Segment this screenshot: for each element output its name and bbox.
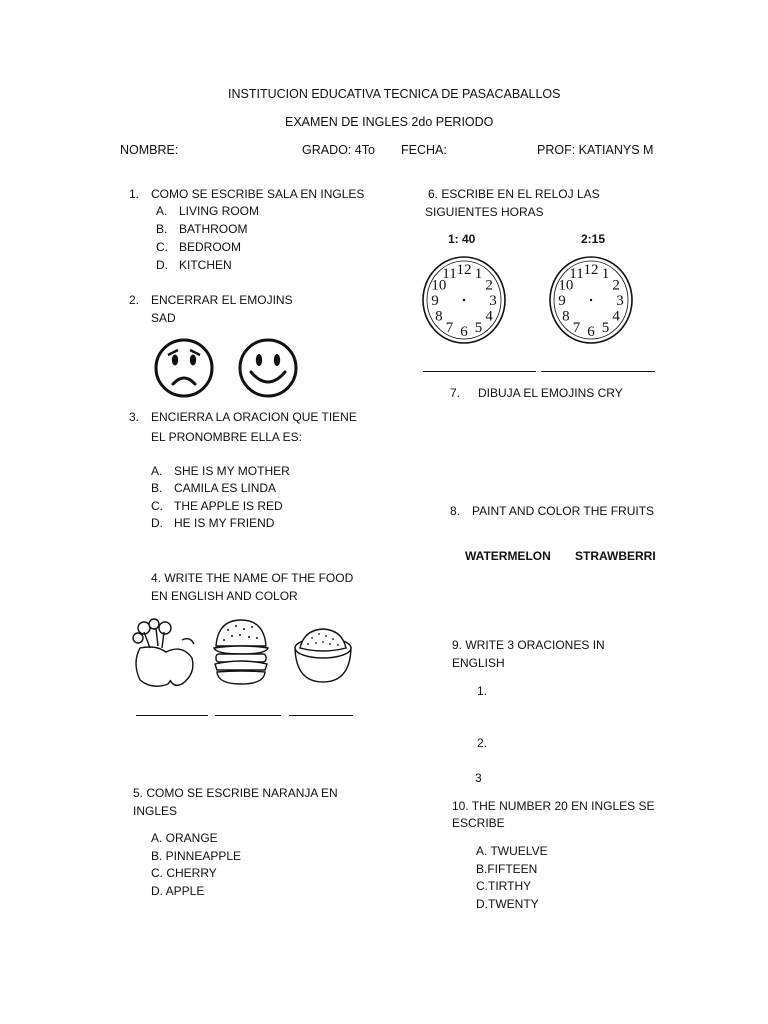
- q2-question: ENCERRAR EL EMOJINS: [151, 293, 293, 307]
- clock-numeral: 2: [485, 277, 493, 294]
- q1-option-text: BEDROOM: [179, 240, 242, 254]
- q7-number: 7.: [450, 386, 461, 400]
- q5-line1: 5. COMO SE ESCRIBE NARANJA EN: [133, 786, 338, 800]
- q3-option-text: SHE IS MY MOTHER: [174, 464, 290, 478]
- q1-question: COMO SE ESCRIBE SALA EN INGLES: [151, 187, 365, 201]
- q5-option: C. CHERRY: [151, 866, 217, 880]
- clock-numeral: 11: [569, 266, 584, 283]
- q8-fruit1: WATERMELON: [465, 549, 551, 563]
- q9-item: 3: [475, 771, 482, 785]
- clock-numeral: 12: [456, 262, 472, 278]
- q1-number: 1.: [129, 187, 140, 201]
- q3-question-line2: EL PRONOMBRE ELLA ES:: [151, 430, 302, 444]
- q4-answer-line[interactable]: [215, 715, 281, 716]
- q6-answer-line-2[interactable]: [541, 371, 655, 372]
- q3-question-line1: ENCIERRA LA ORACION QUE TIENE: [151, 410, 357, 424]
- q6-answer-line-1[interactable]: [423, 371, 536, 372]
- clock-numeral: 5: [474, 319, 483, 336]
- q8-number: 8.: [450, 504, 461, 518]
- clock-numeral: 9: [431, 293, 439, 309]
- q10-line2: ESCRIBE: [452, 816, 505, 830]
- grade-label: GRADO: 4To: [302, 143, 375, 157]
- q10-option: C.TIRTHY: [476, 879, 532, 893]
- institution-title: INSTITUCION EDUCATIVA TECNICA DE PASACABALLOS: [228, 87, 561, 101]
- clock-numeral: 3: [616, 293, 624, 309]
- clock-numeral: 6: [587, 324, 595, 340]
- q2-word: SAD: [151, 311, 176, 325]
- clock-numeral: 10: [558, 277, 574, 294]
- q10-line1: 10. THE NUMBER 20 EN INGLES SE: [452, 799, 655, 813]
- name-label: NOMBRE:: [120, 143, 179, 157]
- sad-face-icon[interactable]: [154, 338, 214, 398]
- clock-numeral: 9: [558, 293, 566, 309]
- clock-numeral: 6: [460, 324, 468, 340]
- q3-option-letter: B.: [151, 481, 163, 495]
- q1-option-text: KITCHEN: [179, 258, 232, 272]
- date-label: FECHA:: [401, 143, 447, 157]
- q6-time1: 1: 40: [448, 232, 476, 246]
- q10-option: A. TWUELVE: [476, 844, 548, 858]
- q4-line1: 4. WRITE THE NAME OF THE FOOD: [151, 571, 354, 585]
- q6-time2: 2:15: [581, 232, 606, 246]
- q5-option: B. PINNEAPPLE: [151, 849, 242, 863]
- teacher-label: PROF: KATIANYS M: [537, 143, 654, 157]
- happy-face-icon[interactable]: [238, 338, 298, 398]
- clock-numeral: 8: [562, 308, 570, 325]
- clock-numeral: 10: [431, 277, 447, 294]
- q8-fruit2: STRAWBERRI: [575, 549, 656, 563]
- q4-answer-line[interactable]: [136, 715, 208, 716]
- q3-number: 3.: [129, 410, 140, 424]
- q4-answer-line[interactable]: [289, 715, 353, 716]
- clock-numeral: 4: [485, 308, 493, 325]
- clock-face-2[interactable]: [548, 255, 634, 345]
- q6-line2: SIGUIENTES HORAS: [425, 205, 544, 219]
- q8-text: PAINT AND COLOR THE FRUITS: [472, 504, 655, 518]
- q1-option-letter: D.: [156, 258, 168, 272]
- q5-option: D. APPLE: [151, 884, 205, 898]
- q1-option-letter: B.: [156, 222, 168, 236]
- clock-numeral: 1: [474, 266, 483, 283]
- clock-face-1[interactable]: [421, 255, 507, 345]
- q3-option-letter: A.: [151, 464, 163, 478]
- q3-option-text: HE IS MY FRIEND: [174, 516, 275, 530]
- q3-option-text: THE APPLE IS RED: [174, 499, 283, 513]
- q10-option: B.FIFTEEN: [476, 862, 538, 876]
- q4-line2: EN ENGLISH AND COLOR: [151, 589, 298, 603]
- clock-numeral: 11: [442, 266, 457, 283]
- clock-numeral: 4: [612, 308, 620, 325]
- q9-line1: 9. WRITE 3 ORACIONES IN: [452, 638, 605, 652]
- q1-option-letter: A.: [156, 204, 168, 218]
- clock-numeral: 12: [583, 262, 599, 278]
- q3-option-letter: C.: [151, 499, 163, 513]
- clock-numeral: 1: [601, 266, 610, 283]
- q5-option: A. ORANGE: [151, 831, 218, 845]
- clock-numeral: 3: [489, 293, 497, 309]
- q1-option-text: LIVING ROOM: [179, 204, 260, 218]
- q10-option: D.TWENTY: [476, 897, 539, 911]
- clock-numeral: 7: [572, 319, 581, 336]
- clock-numeral: 2: [612, 277, 620, 294]
- q6-line1: 6. ESCRIBE EN EL RELOJ LAS: [428, 187, 600, 201]
- q9-item: 2.: [477, 736, 488, 750]
- q9-line2: ENGLISH: [452, 656, 505, 670]
- q1-option-letter: C.: [156, 240, 168, 254]
- clock-numeral: 5: [601, 319, 610, 336]
- q5-line2: INGLES: [133, 804, 178, 818]
- exam-title: EXAMEN DE INGLES 2do PERIODO: [285, 115, 494, 129]
- q9-item: 1.: [477, 684, 488, 698]
- hamburger-icon[interactable]: [212, 618, 270, 686]
- rice-bowl-icon[interactable]: [292, 624, 354, 686]
- chicken-icon[interactable]: [130, 618, 200, 690]
- q1-option-text: BATHROOM: [179, 222, 248, 236]
- clock-numeral: 7: [445, 319, 454, 336]
- clock-numeral: 8: [435, 308, 443, 325]
- q3-option-letter: D.: [151, 516, 163, 530]
- q7-text: DIBUJA EL EMOJINS CRY: [478, 386, 623, 400]
- q3-option-text: CAMILA ES LINDA: [174, 481, 277, 495]
- q2-number: 2.: [129, 293, 140, 307]
